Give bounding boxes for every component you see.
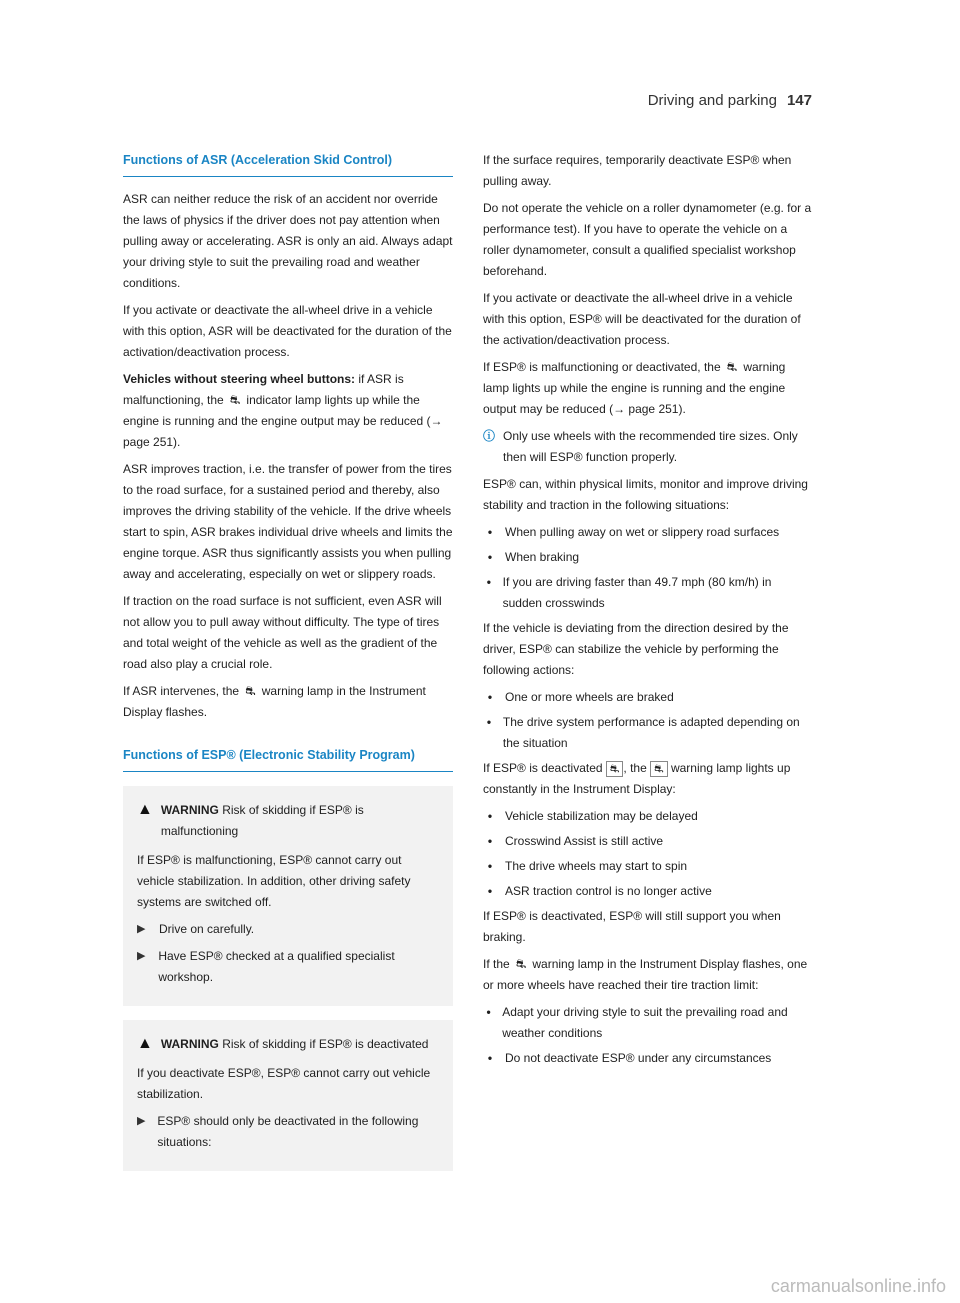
warning-triangle-icon: ▲ bbox=[137, 1035, 153, 1052]
warning-step bbox=[137, 946, 439, 988]
warning-step bbox=[137, 1111, 439, 1153]
list-item bbox=[483, 831, 813, 852]
info-note bbox=[483, 426, 813, 468]
situations-list bbox=[483, 522, 813, 614]
step-arrow-icon: ▶ bbox=[137, 923, 146, 935]
asr-paragraph-6 bbox=[123, 681, 453, 723]
warning-label: WARNING bbox=[160, 803, 219, 817]
actions-list bbox=[483, 687, 813, 754]
warning-body: If you deactivate ESP®, ESP® cannot carry out vehicle stabilization. bbox=[137, 1066, 431, 1101]
right-column bbox=[483, 150, 813, 1073]
esp-p7-text-b: , the bbox=[623, 761, 647, 775]
list-item bbox=[483, 572, 813, 614]
esp-paragraph-2: Do not operate the vehicle on a roller dynamometer (e.g. for a performance test). If you have to operate the vehicle on a roller dynamometer, consult a qualified specialist workshop beforehand. bbox=[483, 201, 812, 278]
step-text: Have ESP® checked at a qualified specialist workshop. bbox=[158, 949, 395, 984]
bullet-icon: • bbox=[487, 1051, 493, 1065]
asr-p3-text-b: indicator lamp lights up while the engine is running and the engine output may be reduced (→ page 251). bbox=[123, 393, 443, 449]
asr-paragraph-1: ASR can neither reduce the risk of an accident nor override the laws of physics if the driver does not pay attention when pulling away or accelerating. ASR is only an aid. Always adapt your driving style to suit the prevailing road and weather conditions. bbox=[123, 192, 453, 290]
warning-head-text bbox=[161, 800, 439, 842]
esp-p7-text-a: If ESP® is deactivated bbox=[483, 761, 603, 775]
esp-paragraph-4 bbox=[483, 357, 813, 420]
esp-warning-icon: ⛐ bbox=[245, 684, 256, 698]
note-text: Only use wheels with the recommended tire sizes. Only then will ESP® function properly. bbox=[503, 429, 798, 464]
esp-malfunction-icon: ⛐ bbox=[726, 360, 738, 374]
esp-p9-text-b: warning lamp in the Instrument Display flashes, one or more wheels have reached their tire traction limit: bbox=[483, 957, 808, 992]
bullet-icon: • bbox=[486, 1005, 491, 1019]
warning-box-malfunction bbox=[123, 786, 453, 1006]
list-item bbox=[483, 881, 813, 902]
esp-p4-text-b: warning lamp lights up while the engine is running and the engine output may be reduced (→ page 251). bbox=[483, 360, 786, 416]
list-item-text: If you are driving faster than 49.7 mph (80 km/h) in sudden crosswinds bbox=[502, 575, 772, 610]
list-item bbox=[483, 1002, 813, 1044]
list-item bbox=[483, 547, 813, 568]
bullet-icon: • bbox=[487, 834, 493, 848]
esp-paragraph-1: If the surface requires, temporarily deactivate ESP® when pulling away. bbox=[483, 153, 792, 188]
list-item bbox=[483, 712, 813, 754]
step-text: Drive on carefully. bbox=[159, 922, 255, 936]
left-column bbox=[123, 150, 453, 1171]
warning-body: If ESP® is malfunctioning, ESP® cannot carry out vehicle stabilization. In addition, other driving safety systems are switched off. bbox=[137, 853, 411, 909]
warning-head-text bbox=[161, 1034, 439, 1055]
chapter-title: Driving and parking bbox=[647, 92, 777, 109]
esp-p7-text-c: warning lamp lights up constantly in the Instrument Display: bbox=[483, 761, 791, 796]
warning-label: WARNING bbox=[160, 1037, 219, 1051]
bullet-icon: • bbox=[487, 550, 493, 564]
step-arrow-icon: ▶ bbox=[137, 1115, 146, 1127]
traction-limit-list bbox=[483, 1002, 813, 1069]
esp-p4-text-a: If ESP® is malfunctioning or deactivated, the bbox=[483, 360, 721, 374]
asr-paragraph-3 bbox=[123, 369, 453, 453]
list-item-text: The drive wheels may start to spin bbox=[505, 859, 688, 873]
list-item-text: Vehicle stabilization may be delayed bbox=[505, 809, 698, 823]
step-arrow-icon: ▶ bbox=[137, 950, 146, 962]
esp-off-icon: ⛐ bbox=[606, 761, 624, 777]
bullet-icon: • bbox=[487, 525, 493, 539]
list-item bbox=[483, 806, 813, 827]
list-item-text: Do not deactivate ESP® under any circumstances bbox=[505, 1051, 772, 1065]
bullet-icon: • bbox=[486, 715, 492, 729]
list-item-text: ASR traction control is no longer active bbox=[505, 884, 712, 898]
bullet-icon: • bbox=[486, 575, 491, 589]
vehicles-without-buttons-label: Vehicles without steering wheel buttons: bbox=[123, 372, 356, 386]
esp-paragraph-7 bbox=[483, 758, 813, 800]
warning-head bbox=[137, 800, 439, 842]
list-item-text: Crosswind Assist is still active bbox=[505, 834, 664, 848]
asr-paragraph-5: If traction on the road surface is not sufficient, even ASR will not allow you to pull away without difficulty. The type of tires and total weight of the vehicle as well as the gradient of the road also play a crucial role. bbox=[123, 594, 442, 671]
esp-paragraph-6: If the vehicle is deviating from the direction desired by the driver, ESP® can stabilize the vehicle by performing the following actions: bbox=[483, 621, 789, 677]
asr-paragraph-4: ASR improves traction, i.e. the transfer of power from the tires to the road surface, for a sustained period and thereby, also improves the driving stability of the vehicle. If the drive wheels start to spin, ASR brakes individual drive wheels and limits the engine torque. ASR thus significantly assists you when pulling away and accelerating, especially on wet or slippery roads. bbox=[123, 462, 453, 581]
esp-off-warning-icon: ⛐ bbox=[650, 761, 668, 777]
asr-section-title: Functions of ASR (Acceleration Skid Control) bbox=[123, 150, 453, 177]
warning-triangle-icon: ▲ bbox=[137, 801, 153, 818]
bullet-icon: • bbox=[487, 690, 493, 704]
bullet-icon: • bbox=[487, 884, 493, 898]
page-header bbox=[648, 92, 812, 109]
warning-heading: Risk of skidding if ESP® is deactivated bbox=[222, 1037, 429, 1051]
deactivated-effects-list bbox=[483, 806, 813, 902]
watermark-text: carmanualsonline.info bbox=[770, 1276, 946, 1296]
list-item-text: When pulling away on wet or slippery road surfaces bbox=[505, 525, 780, 539]
info-icon: ⓘ bbox=[483, 429, 496, 443]
bullet-icon: • bbox=[487, 809, 493, 823]
asr-p6-text-a: If ASR intervenes, the bbox=[123, 684, 240, 698]
list-item-text: The drive system performance is adapted depending on the situation bbox=[502, 715, 800, 750]
esp-section-title: Functions of ESP® (Electronic Stability Program) bbox=[123, 745, 453, 772]
list-item-text: Adapt your driving style to suit the prevailing road and weather conditions bbox=[502, 1005, 788, 1040]
esp-paragraph-5: ESP® can, within physical limits, monitor and improve driving stability and traction in the following situations: bbox=[483, 477, 808, 512]
warning-heading: Risk of skidding if ESP® is malfunctioning bbox=[160, 803, 364, 838]
warning-box-deactivated bbox=[123, 1020, 453, 1171]
list-item bbox=[483, 856, 813, 877]
esp-paragraph-8: If ESP® is deactivated, ESP® will still support you when braking. bbox=[483, 909, 781, 944]
list-item bbox=[483, 522, 813, 543]
esp-flash-warning-icon: ⛐ bbox=[515, 957, 527, 971]
list-item bbox=[483, 1048, 813, 1069]
esp-p9-text-a: If the bbox=[483, 957, 510, 971]
esp-paragraph-9 bbox=[483, 954, 813, 996]
warning-step bbox=[137, 919, 439, 940]
list-item-text: One or more wheels are braked bbox=[505, 690, 674, 704]
asr-p3-text-a: if ASR is malfunctioning, the bbox=[123, 372, 404, 407]
asr-paragraph-2: If you activate or deactivate the all-wheel drive in a vehicle with this option, ASR will be deactivated for the duration of the activation/deactivation process. bbox=[123, 303, 452, 359]
page-number: 147 bbox=[786, 92, 812, 109]
warning-head bbox=[137, 1034, 439, 1055]
list-item bbox=[483, 687, 813, 708]
esp-indicator-icon: ⛐ bbox=[229, 393, 241, 407]
list-item-text: When braking bbox=[505, 550, 580, 564]
asr-p6-text-b: warning lamp in the Instrument Display flashes. bbox=[123, 684, 426, 719]
bullet-icon: • bbox=[487, 859, 493, 873]
esp-paragraph-3: If you activate or deactivate the all-wheel drive in a vehicle with this option, ESP® will be deactivated for the duration of the activation/deactivation process. bbox=[483, 291, 801, 347]
step-text: ESP® should only be deactivated in the following situations: bbox=[157, 1114, 419, 1149]
